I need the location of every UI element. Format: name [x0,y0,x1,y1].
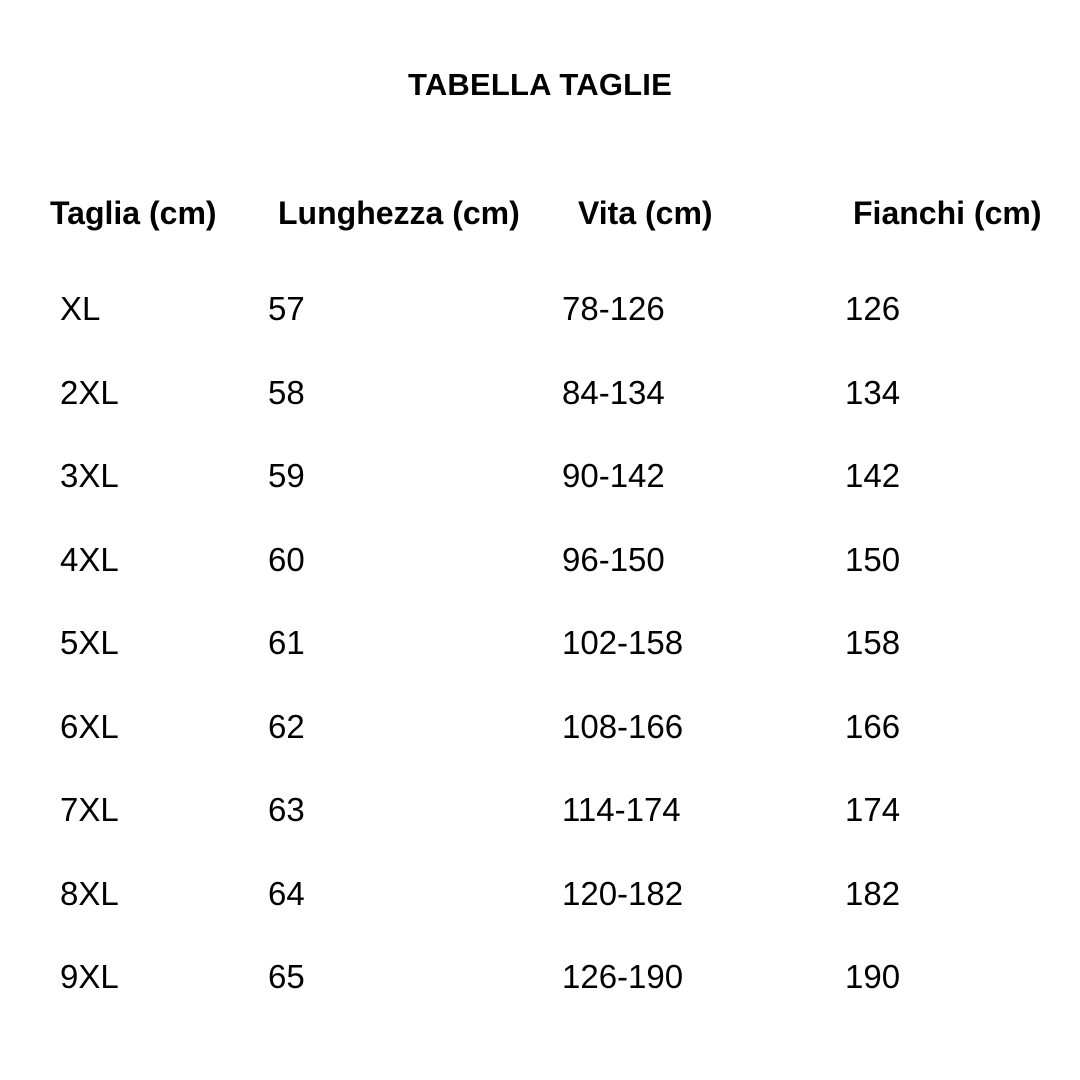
cell-length: 60 [268,541,305,578]
cell-size: 2XL [60,374,119,411]
header-hips: Fianchi (cm) [853,195,1042,231]
cell-length: 58 [268,374,305,411]
table-row [0,790,1080,830]
cell-length: 64 [268,875,305,912]
cell-size: 7XL [60,791,119,828]
cell-waist: 102-158 [562,624,684,661]
cell-size: 4XL [60,541,119,578]
cell-hips: 126 [845,290,901,327]
cell-hips: 182 [845,875,901,912]
cell-size: 8XL [60,875,119,912]
cell-length: 65 [268,958,305,995]
cell-length: 62 [268,708,305,745]
header-size: Taglia (cm) [50,195,217,231]
cell-waist: 90-142 [562,457,665,494]
cell-hips: 142 [845,457,901,494]
cell-waist: 84-134 [562,374,665,411]
cell-waist: 96-150 [562,541,665,578]
cell-length: 61 [268,624,305,661]
header-length: Lunghezza (cm) [278,195,520,231]
table-row [0,540,1080,580]
cell-waist: 78-126 [562,290,665,327]
table-row [0,957,1080,997]
header-waist: Vita (cm) [578,195,713,231]
cell-hips: 158 [845,624,901,661]
table-row [0,623,1080,663]
table-row [0,456,1080,496]
cell-hips: 166 [845,708,901,745]
cell-length: 59 [268,457,305,494]
cell-waist: 126-190 [562,958,684,995]
cell-hips: 150 [845,541,901,578]
cell-size: XL [60,290,101,327]
table-header [0,193,1080,233]
table-row [0,707,1080,747]
cell-waist: 108-166 [562,708,684,745]
cell-size: 3XL [60,457,119,494]
cell-size: 5XL [60,624,119,661]
table-row [0,373,1080,413]
table-row [0,874,1080,914]
table-row [0,289,1080,329]
cell-hips: 174 [845,791,901,828]
cell-size: 9XL [60,958,119,995]
cell-hips: 134 [845,374,901,411]
cell-length: 63 [268,791,305,828]
cell-size: 6XL [60,708,119,745]
cell-hips: 190 [845,958,901,995]
cell-length: 57 [268,290,305,327]
page-title: TABELLA TAGLIE [408,67,672,102]
cell-waist: 120-182 [562,875,684,912]
cell-waist: 114-174 [562,791,681,828]
